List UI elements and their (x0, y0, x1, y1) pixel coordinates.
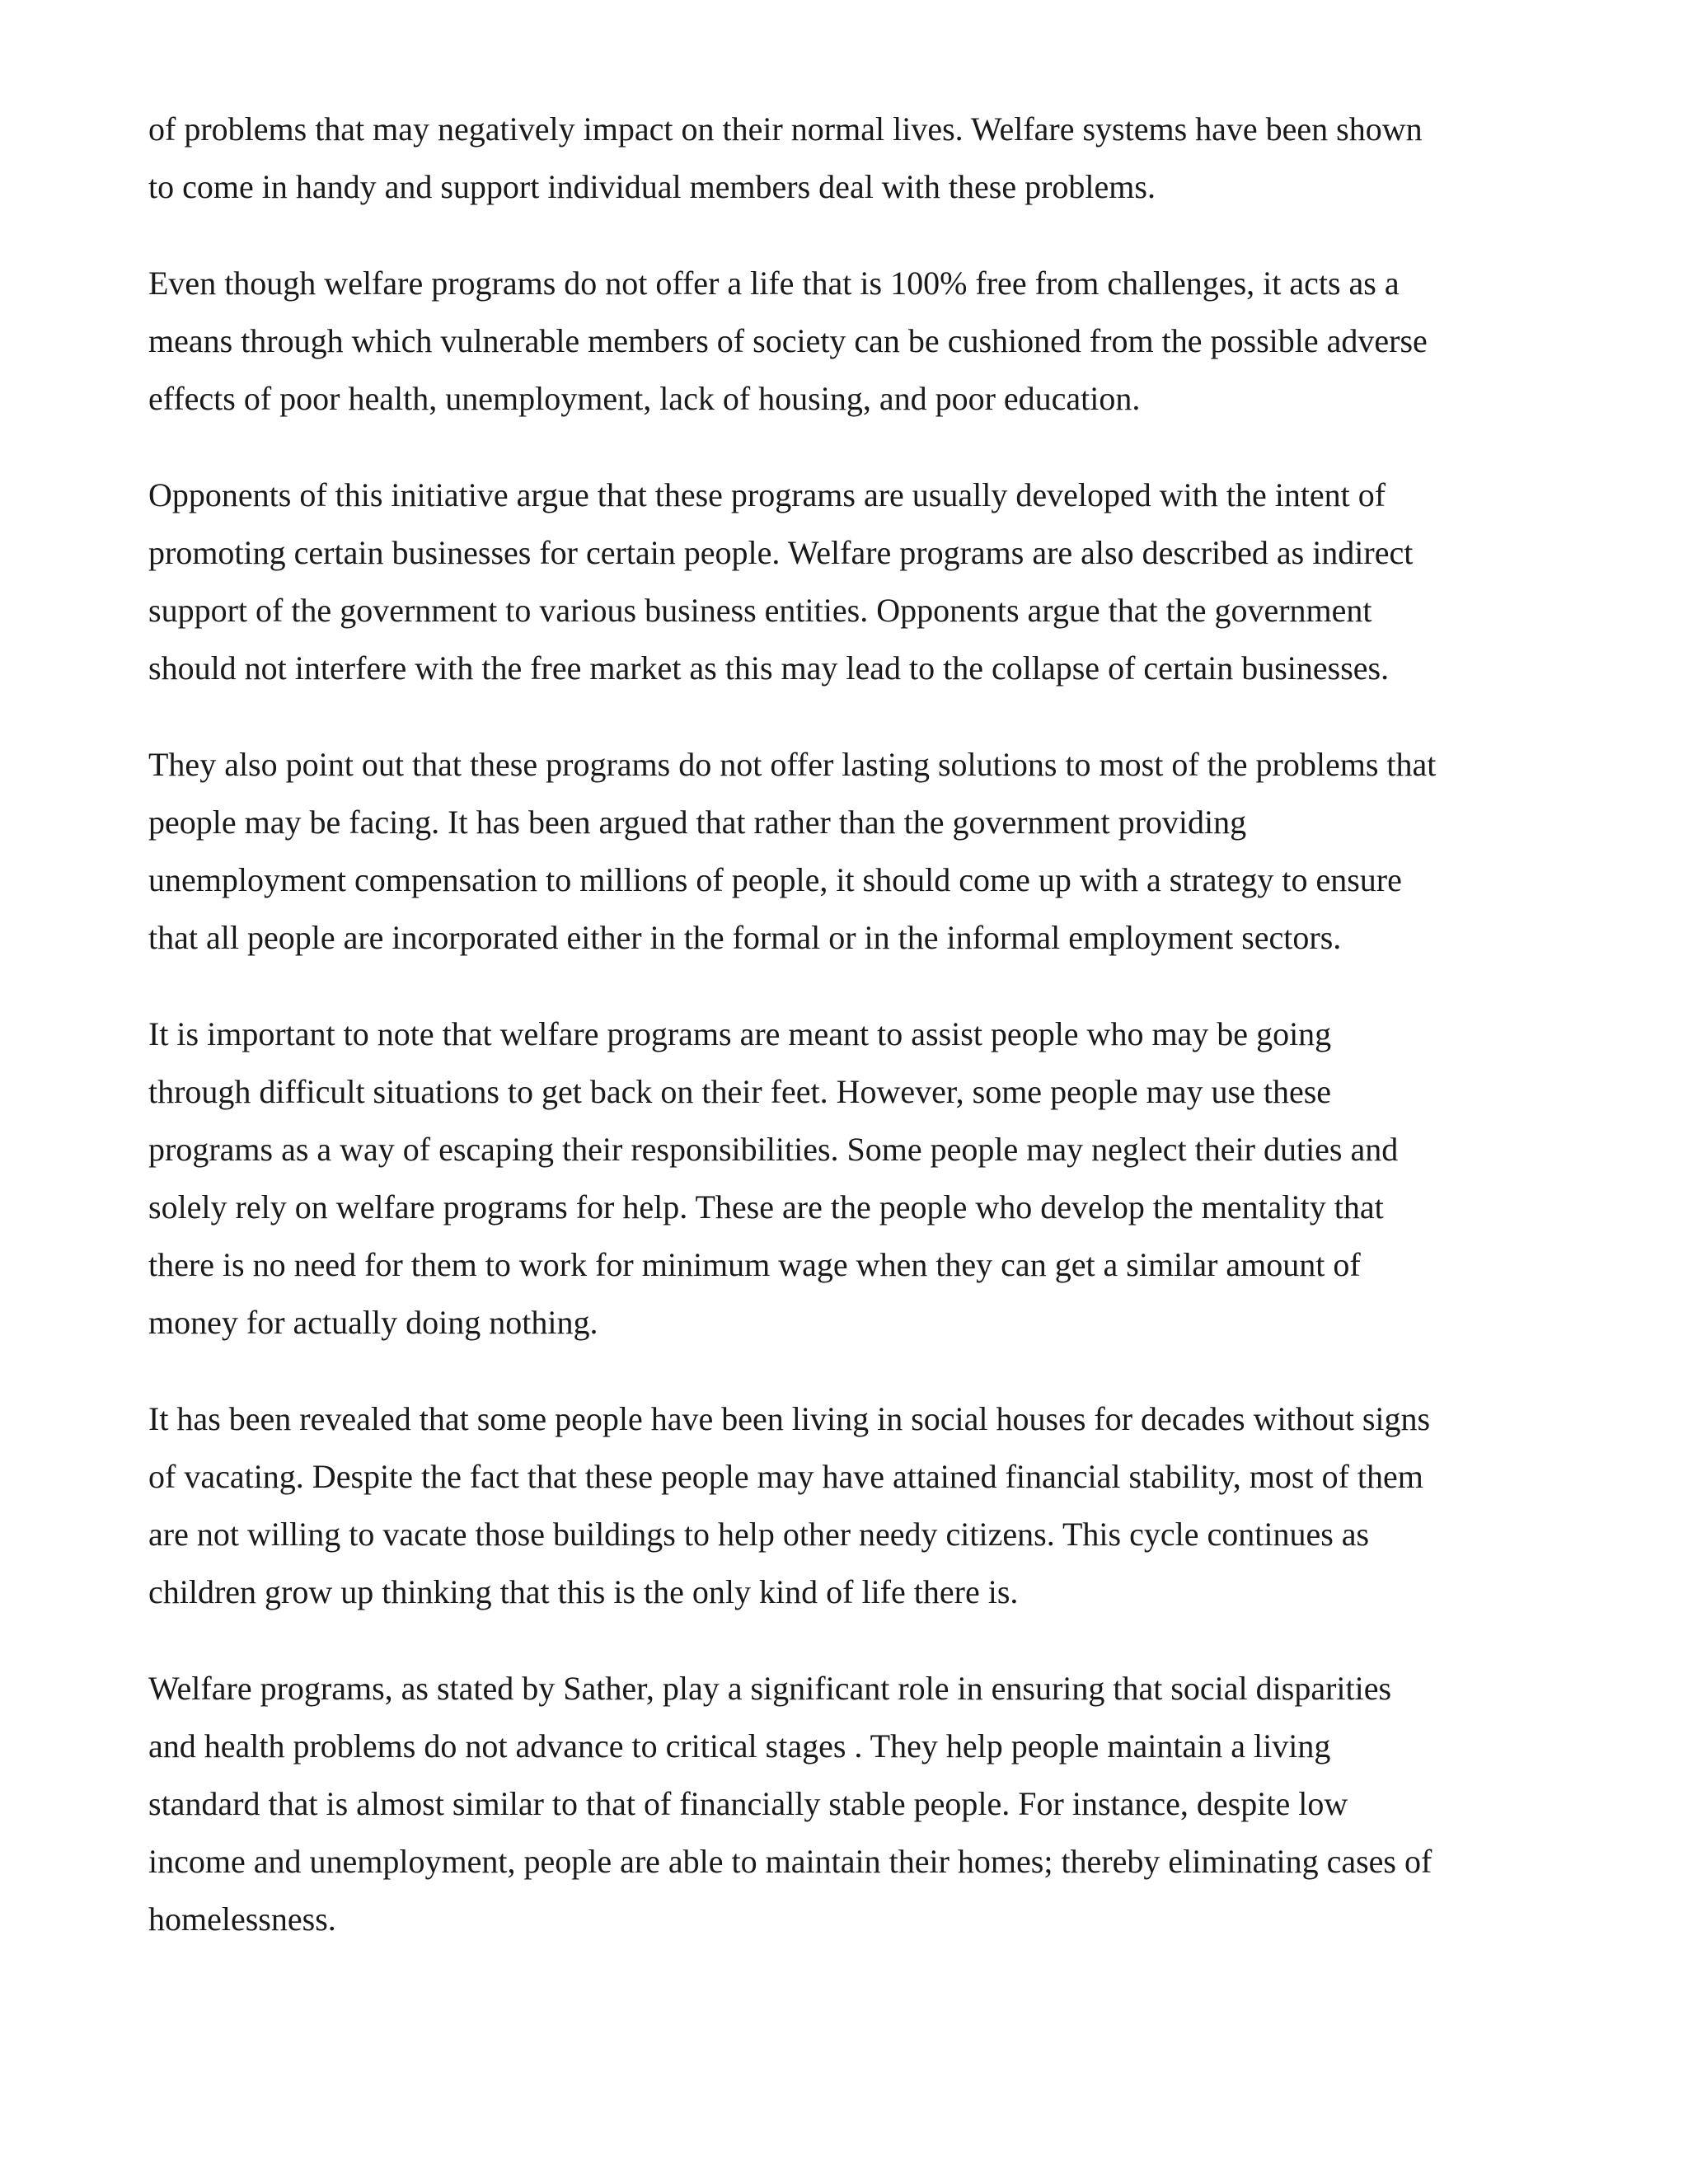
paragraph-line: It is important to note that welfare programs are meant to assist people who may be going (148, 1015, 1332, 1052)
paragraph-line: means through which vulnerable members of society can be cushioned from the possible adverse (148, 322, 1428, 359)
paragraph-line: children grow up thinking that this is the only kind of life there is. (148, 1573, 1019, 1610)
document-body (148, 101, 1550, 1987)
paragraph-line: to come in handy and support individual members deal with these problems. (148, 168, 1156, 205)
paragraph-line: through difficult situations to get back on their feet. However, some people may use these (148, 1073, 1332, 1110)
paragraph-line: Welfare programs, as stated by Sather, play a significant role in ensuring that social disparities (148, 1670, 1392, 1707)
paragraph-line: income and unemployment, people are able to maintain their homes; thereby eliminating cases of (148, 1843, 1432, 1880)
paragraph-line: unemployment compensation to millions of people, it should come up with a strategy to ensure (148, 861, 1402, 898)
paragraph-3 (148, 466, 1550, 697)
paragraph-7 (148, 1660, 1550, 1948)
paragraph-line: programs as a way of escaping their responsibilities. Some people may neglect their duties and (148, 1131, 1399, 1168)
paragraph-line: Even though welfare programs do not offer a life that is 100% free from challenges, it acts as a (148, 265, 1400, 302)
paragraph-line: homelessness. (148, 1900, 336, 1938)
paragraph-line: are not willing to vacate those buildings to help other needy citizens. This cycle continues as (148, 1516, 1370, 1553)
paragraph-line: solely rely on welfare programs for help. These are the people who develop the mentality that (148, 1188, 1384, 1226)
paragraph-line: of vacating. Despite the fact that these people may have attained financial stability, most of them (148, 1458, 1423, 1495)
paragraph-line: promoting certain businesses for certain people. Welfare programs are also described as indirect (148, 534, 1414, 571)
paragraph-line: there is no need for them to work for minimum wage when they can get a similar amount of (148, 1246, 1361, 1283)
paragraph-line: people may be facing. It has been argued that rather than the government providing (148, 804, 1247, 841)
paragraph-4 (148, 736, 1550, 967)
paragraph-line: It has been revealed that some people have been living in social houses for decades without signs (148, 1400, 1431, 1437)
paragraph-line: money for actually doing nothing. (148, 1304, 598, 1341)
paragraph-6 (148, 1390, 1550, 1621)
paragraph-5 (148, 1005, 1550, 1352)
paragraph-line: effects of poor health, unemployment, lack of housing, and poor education. (148, 380, 1141, 417)
paragraph-line: of problems that may negatively impact on their normal lives. Welfare systems have been shown (148, 110, 1423, 148)
paragraph-line: that all people are incorporated either in the formal or in the informal employment sectors. (148, 919, 1342, 956)
paragraph-line: should not interfere with the free market as this may lead to the collapse of certain businesses. (148, 649, 1390, 687)
paragraph-line: support of the government to various business entities. Opponents argue that the government (148, 592, 1372, 629)
paragraph-line: standard that is almost similar to that of financially stable people. For instance, despite low (148, 1785, 1348, 1822)
paragraph-line: They also point out that these programs do not offer lasting solutions to most of the problems that (148, 746, 1437, 783)
paragraph-1 (148, 101, 1550, 216)
paragraph-line: and health problems do not advance to critical stages . They help people maintain a living (148, 1727, 1331, 1765)
paragraph-line: Opponents of this initiative argue that these programs are usually developed with the intent of (148, 476, 1386, 513)
paragraph-2 (148, 255, 1550, 428)
